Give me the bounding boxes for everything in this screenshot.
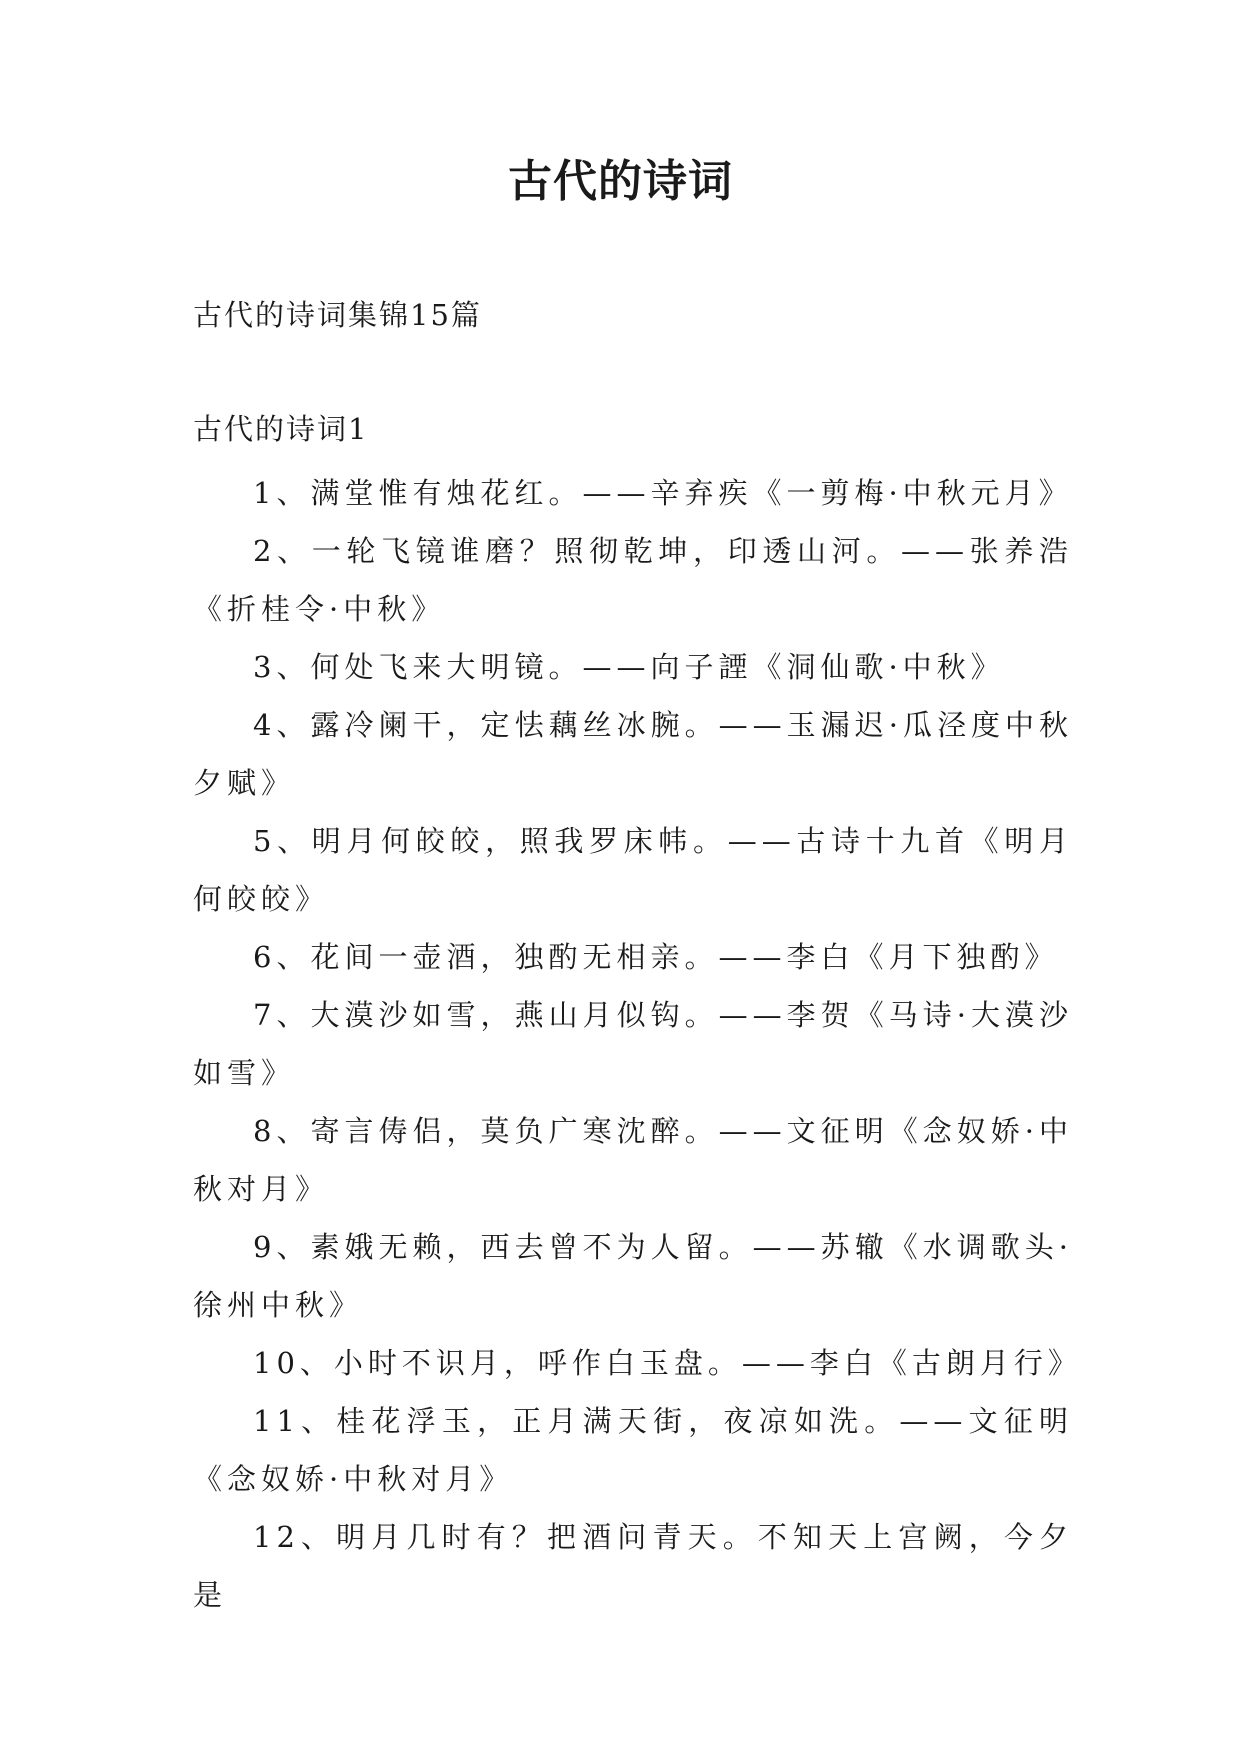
document-title: 古代的诗词 [508, 156, 733, 207]
section-heading: 古代的诗词1 [193, 412, 369, 446]
poem-list [193, 464, 1082, 1624]
poem-item: 1、满堂惟有烛花红。——辛弃疾《一剪梅·中秋元月》 [253, 476, 1073, 510]
poem-item: 7、大漠沙如雪，燕山月似钩。——李贺《马诗·大漠沙如雪》 [193, 998, 1073, 1090]
poem-item: 6、花间一壶酒，独酌无相亲。——李白《月下独酌》 [253, 940, 1059, 974]
poem-item: 12、明月几时有？把酒问青天。不知天上宫阙，今夕是 [193, 1520, 1073, 1612]
poem-item: 10、小时不识月，呼作白玉盘。——李白《古朗月行》 [253, 1346, 1082, 1380]
poem-item: 3、何处飞来大明镜。——向子諲《洞仙歌·中秋》 [253, 650, 1005, 684]
poem-item: 11、桂花浮玉，正月满天街，夜凉如洗。——文征明《念奴娇·中秋对月》 [193, 1404, 1073, 1496]
poem-item: 5、明月何皎皎，照我罗床帏。——古诗十九首《明月何皎皎》 [193, 824, 1073, 916]
poem-item: 2、一轮飞镜谁磨？照彻乾坤，印透山河。——张养浩《折桂令·中秋》 [193, 534, 1073, 626]
poem-item: 4、露冷阑干，定怯藕丝冰腕。——玉漏迟·瓜泾度中秋夕赋》 [193, 708, 1073, 800]
poem-item: 8、寄言俦侣，莫负广寒沈醉。——文征明《念奴娇·中秋对月》 [193, 1114, 1073, 1206]
poem-item: 9、素娥无赖，西去曾不为人留。——苏辙《水调歌头·徐州中秋》 [193, 1230, 1073, 1322]
document-subtitle: 古代的诗词集锦15篇 [193, 298, 482, 332]
document-body [193, 290, 1082, 1624]
